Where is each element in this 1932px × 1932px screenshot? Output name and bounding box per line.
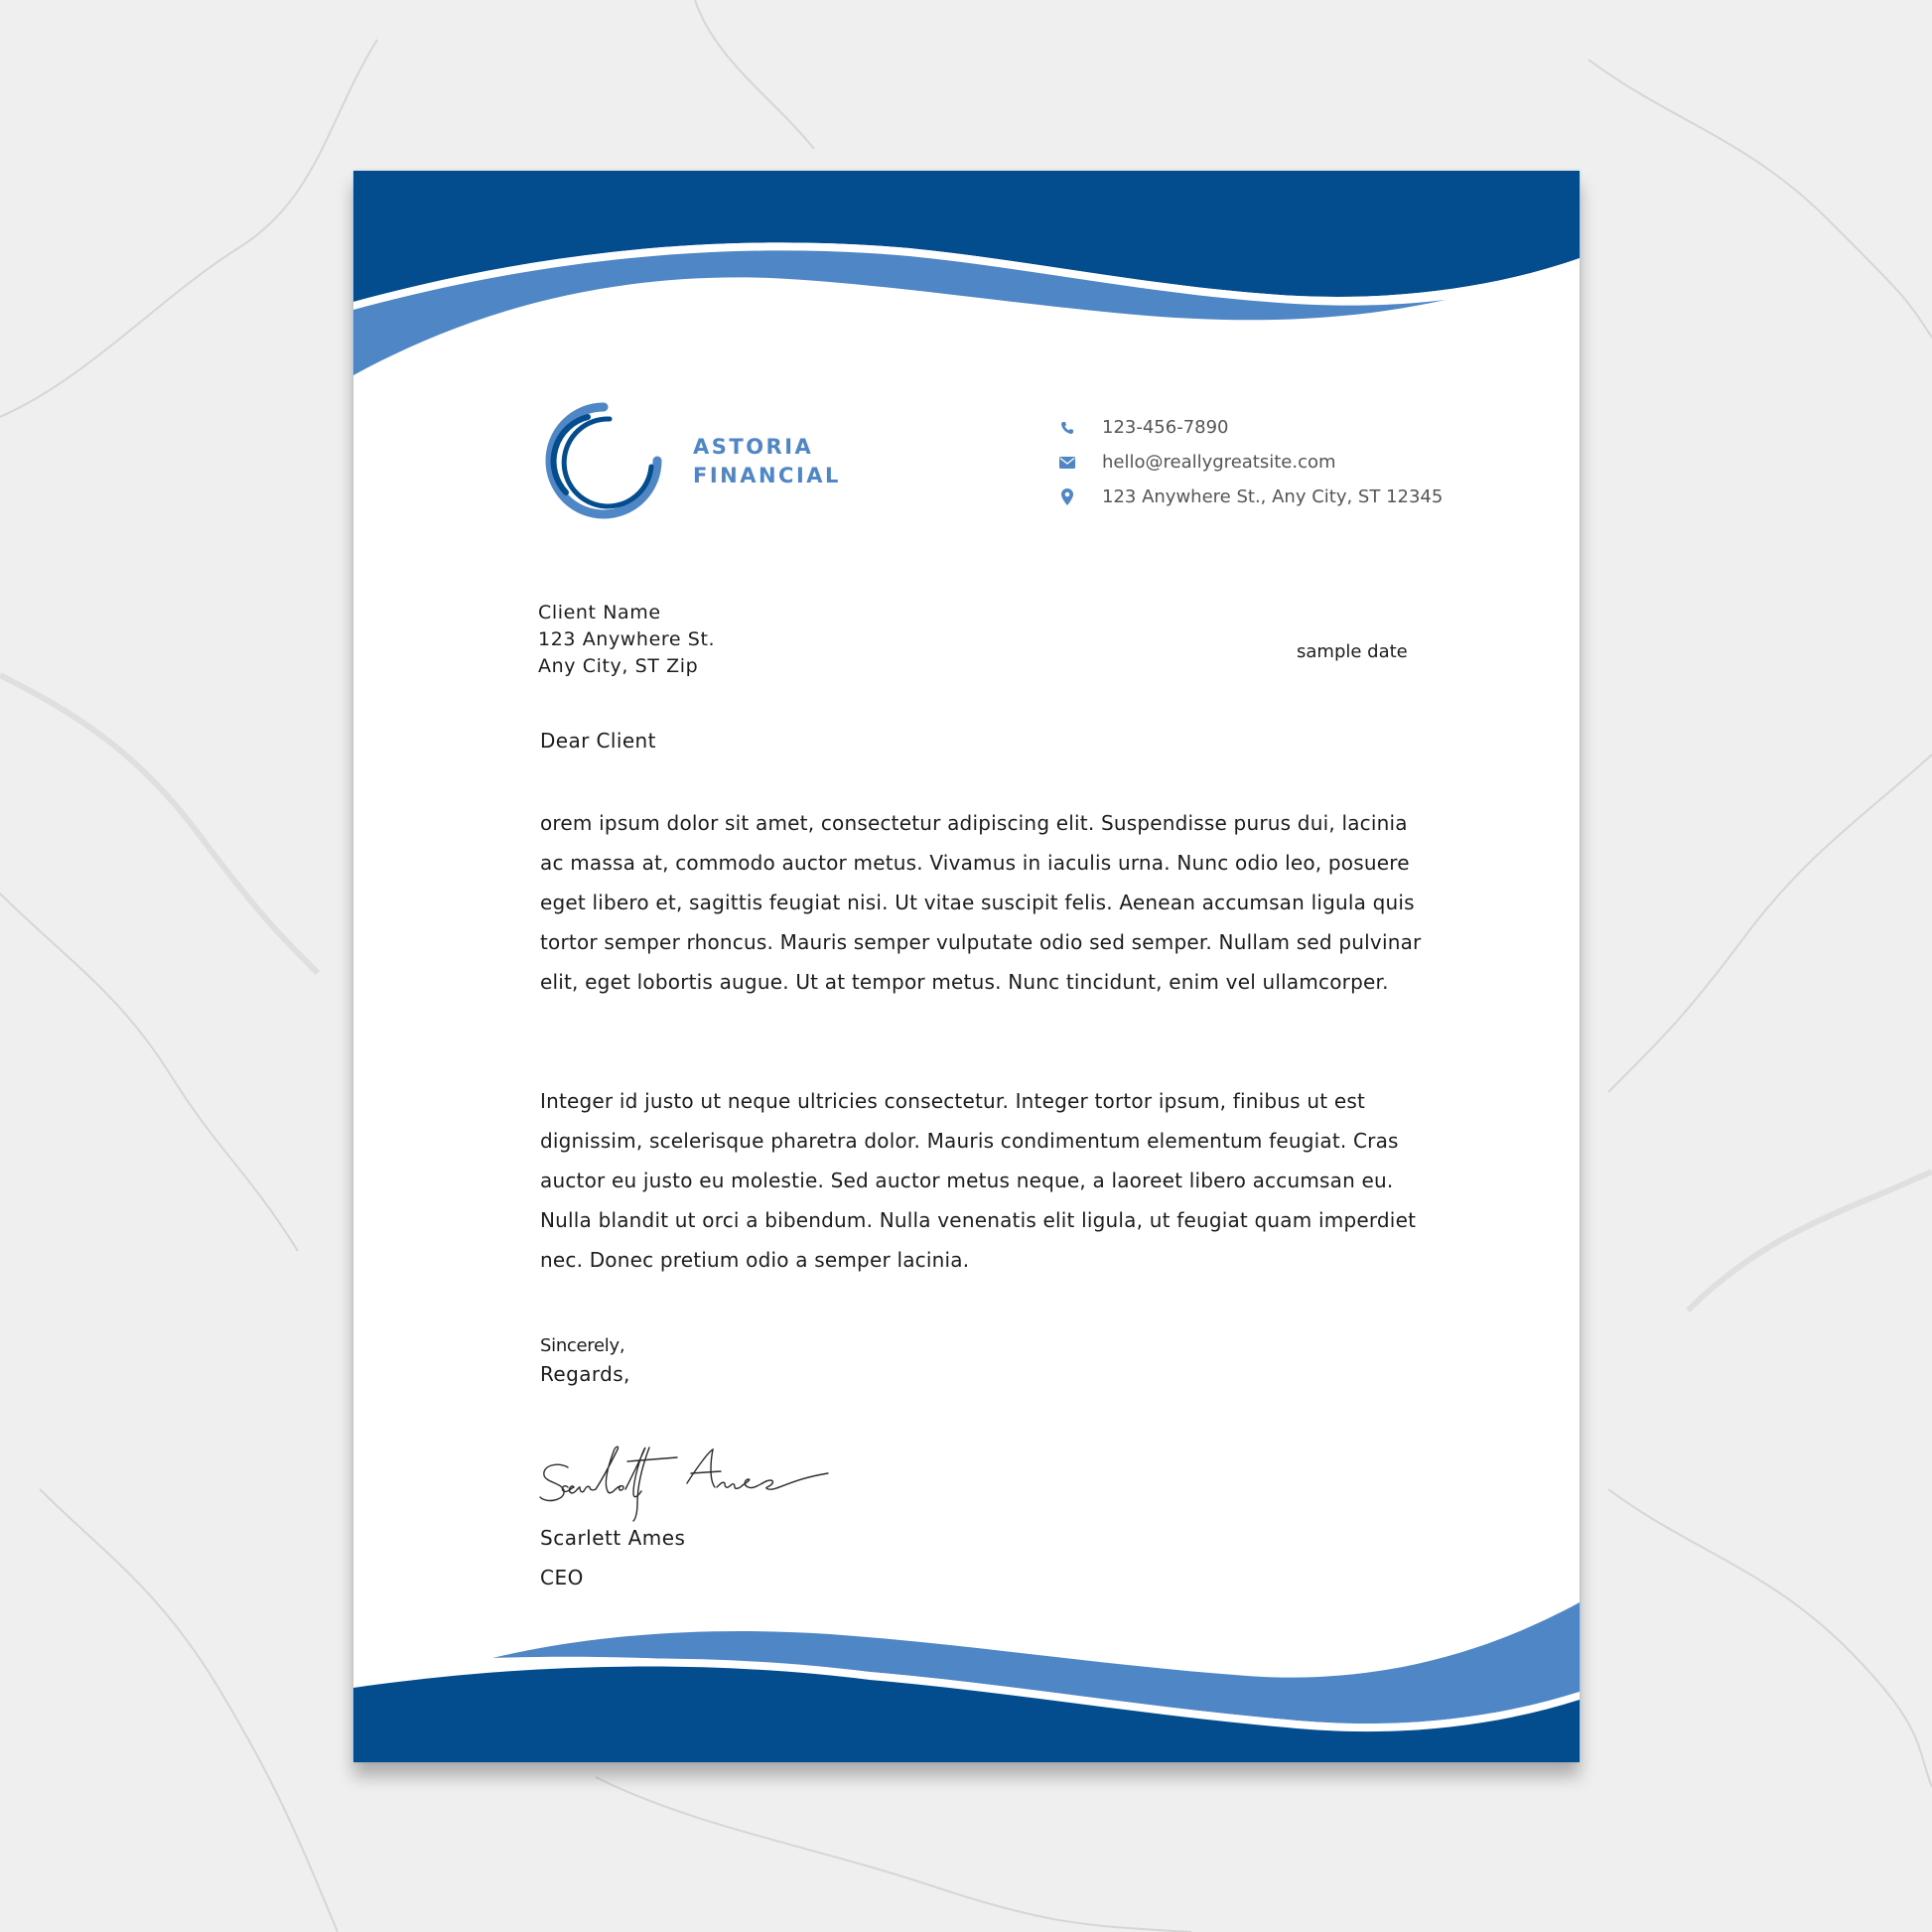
contact-block <box>1058 410 1443 514</box>
recipient-street: 123 Anywhere St. <box>538 628 716 650</box>
contact-email <box>1058 445 1443 480</box>
body-paragraph-2: Integer id justo ut neque ultricies consectetur. Integer tortor ipsum, finibus ut est dignissim, scelerisque pharetra dolor. Mauris condimentum elementum feugiat. Cras auctor eu justo eu molestie. Sed auctor metus neque, a laoreet libero accumsan eu. Nulla blandit ut orci a bibendum. Nulla venenatis elit ligula, ut feugiat quam imperdiet nec. Donec pretium odio a semper lacinia. <box>540 1089 1417 1272</box>
letter-date: sample date <box>1297 641 1408 662</box>
astoria-logo-icon <box>540 397 667 524</box>
recipient-name: Client Name <box>538 602 661 623</box>
envelope-icon <box>1058 454 1076 472</box>
map-pin-icon <box>1058 488 1076 506</box>
salutation: Dear Client <box>540 729 656 753</box>
phone-icon <box>1058 419 1076 437</box>
contact-phone-text: 123-456-7890 <box>1102 417 1229 438</box>
footer-wave <box>353 1581 1580 1762</box>
letterhead-page <box>353 171 1580 1762</box>
contact-address-text: 123 Anywhere St., Any City, ST 12345 <box>1102 486 1444 507</box>
handwritten-signature <box>538 1444 836 1523</box>
signer-name: Scarlett Ames <box>540 1526 686 1550</box>
recipient-address <box>538 600 715 680</box>
closing <box>540 1333 630 1389</box>
recipient-city: Any City, ST Zip <box>538 655 699 677</box>
contact-email-text: hello@reallygreatsite.com <box>1102 452 1336 473</box>
signer-title: CEO <box>540 1566 584 1589</box>
company-name-line1: ASTORIA <box>693 435 814 459</box>
body-paragraph-1: orem ipsum dolor sit amet, consectetur adipiscing elit. Suspendisse purus dui, lacinia ac massa at, commodo auctor metus. Vivamus in iaculis urna. Nunc odio leo, posuere eget libero et, sagittis feugiat nisi. Ut vitae suscipit felis. Aenean accumsan ligula quis tortor semper rhoncus. Mauris semper vulputate odio sed semper. Nullam sed pulvinar elit, eget lobortis augue. Ut at tempor metus. Nunc tincidunt, enim vel ullamcorper. <box>540 811 1422 994</box>
closing-line-1: Sincerely, <box>540 1335 625 1356</box>
company-name <box>693 433 841 490</box>
closing-line-2: Regards, <box>540 1362 630 1386</box>
contact-address <box>1058 480 1443 514</box>
contact-phone <box>1058 410 1443 445</box>
company-name-line2: FINANCIAL <box>693 464 841 487</box>
header-wave <box>353 171 1580 409</box>
